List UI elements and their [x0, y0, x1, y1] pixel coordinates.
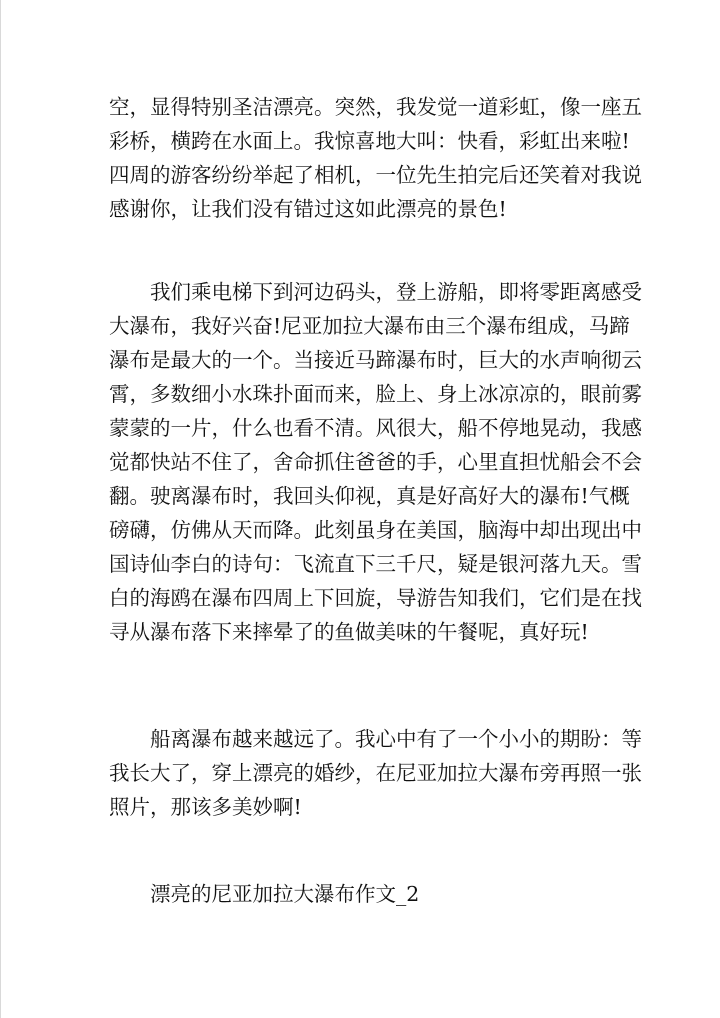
text-line: 蒙蒙的一片，什么也看不清。风很大，船不停地晃动，我感: [109, 416, 642, 440]
text-line: 霄，多数细小水珠扑面而来，脸上、身上冰凉凉的，眼前雾: [109, 382, 642, 406]
text-line: 寻从瀑布落下来摔晕了的鱼做美味的午餐呢，真好玩!: [109, 620, 589, 644]
text-line: 我长大了，穿上漂亮的婚纱，在尼亚加拉大瀑布旁再照一张: [109, 761, 642, 785]
text-line: 彩桥，横跨在水面上。我惊喜地大叫：快看，彩虹出来啦!: [109, 129, 630, 153]
text-line: 瀑布是最大的一个。当接近马蹄瀑布时，巨大的水声响彻云: [109, 348, 642, 372]
paragraph-1: [109, 90, 642, 226]
section-heading: 漂亮的尼亚加拉大瀑布作文_2: [150, 882, 420, 906]
text-line: 船离瀑布越来越远了。我心中有了一个小小的期盼：等: [150, 727, 642, 751]
paragraph-3: [109, 722, 642, 824]
text-line: 空，显得特别圣洁漂亮。突然，我发觉一道彩虹，像一座五: [109, 95, 642, 119]
text-line: 国诗仙李白的诗句：飞流直下三千尺，疑是银河落九天。雪: [109, 552, 642, 576]
paragraph-2: [109, 275, 642, 649]
text-line: 我们乘电梯下到河边码头，登上游船，即将零距离感受: [150, 280, 642, 304]
text-line: 磅礴，仿佛从天而降。此刻虽身在美国，脑海中却出现出中: [109, 518, 642, 542]
text-line: 感谢你，让我们没有错过这如此漂亮的景色!: [109, 197, 507, 221]
text-line: 四周的游客纷纷举起了相机，一位先生拍完后还笑着对我说: [109, 163, 642, 187]
text-line: 白的海鸥在瀑布四周上下回旋，导游告知我们，它们是在找: [109, 586, 642, 610]
text-line: 照片，那该多美妙啊!: [109, 795, 302, 819]
text-line: 翻。驶离瀑布时，我回头仰视，真是好高好大的瀑布!气概: [109, 484, 630, 508]
text-line: 大瀑布，我好兴奋!尼亚加拉大瀑布由三个瀑布组成，马蹄: [109, 314, 630, 338]
text-line: 觉都快站不住了，舍命抓住爸爸的手，心里直担忧船会不会: [109, 450, 642, 474]
